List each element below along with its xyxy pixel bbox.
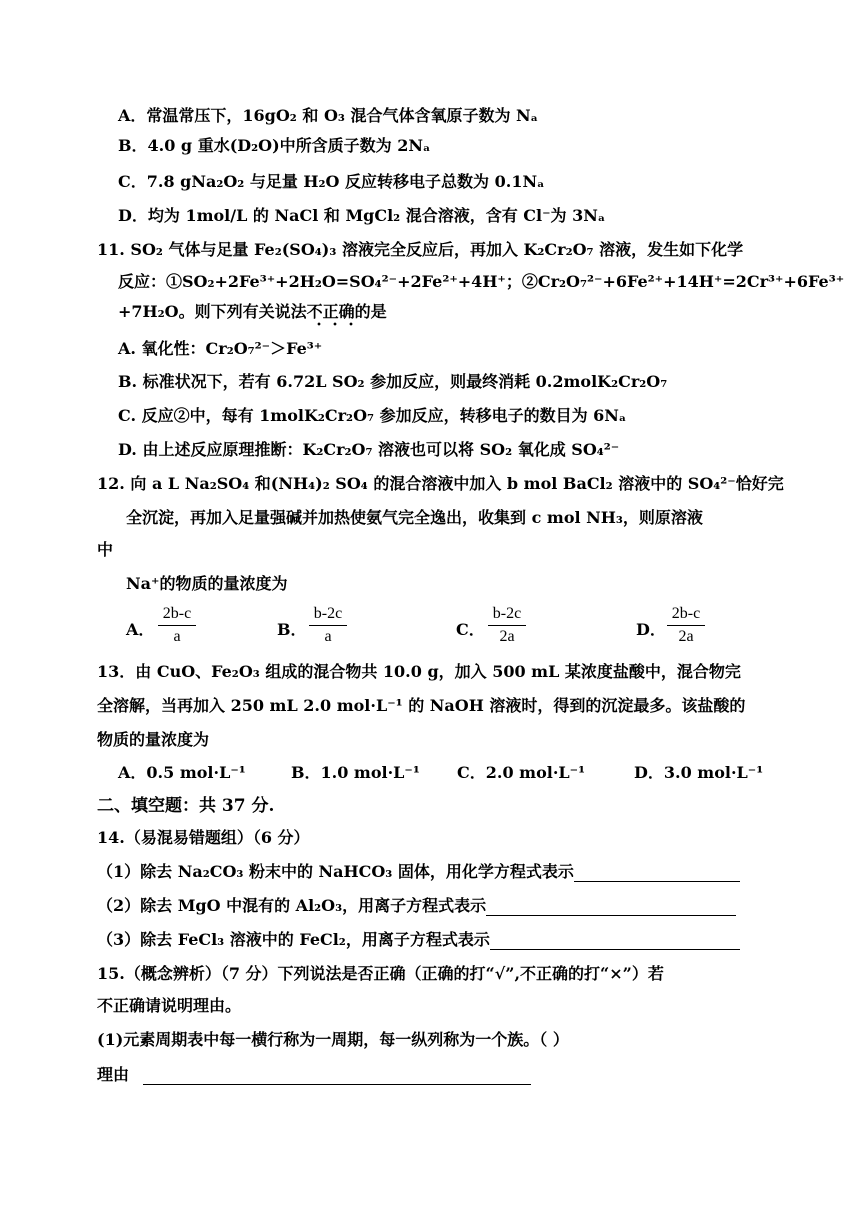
q15-reason	[97, 1065, 531, 1085]
q13-stem-line2: 全溶解，当再加入 250 mL 2.0 mol·L⁻¹ 的 NaOH 溶液时，得到的沉淀最多。该盐酸的	[97, 696, 746, 715]
q12-option-d-fraction	[667, 605, 705, 646]
q10-option-d: D．均为 1mol/L 的 NaCl 和 MgCl₂ 混合溶液，含有 Cl⁻为 3Nₐ	[118, 206, 606, 225]
fraction-denominator: 2a	[499, 628, 515, 645]
fraction-numerator: 2b-c	[158, 605, 196, 626]
q10-option-a: A．常温常压下，16gO₂ 和 O₃ 混合气体含氧原子数为 Nₐ	[118, 106, 539, 125]
q11-stem-pre: +7H₂O。则下列有关说法	[118, 302, 307, 321]
q13-option-d: D．3.0 mol·L⁻¹	[634, 763, 764, 782]
q12-option-a-label: A．	[126, 620, 155, 639]
q14-part3-answer-blank[interactable]	[490, 931, 740, 950]
q12-stem-line3: 中	[97, 540, 114, 559]
fraction-denominator: 2a	[678, 628, 694, 645]
section-heading: 二、填空题：共 37 分.	[97, 796, 275, 816]
fraction-numerator: b-2c	[488, 605, 526, 626]
q15-part1: (1)元素周期表中每一横行称为一周期，每一纵列称为一个族。（ ）	[97, 1030, 569, 1049]
q14-part3-text: （3）除去 FeCl₃ 溶液中的 FeCl₂，用离子方程式表示	[97, 930, 490, 949]
q11-option-d: D. 由上述反应原理推断：K₂Cr₂O₇ 溶液也可以将 SO₂ 氧化成 SO₄²⁻	[118, 440, 620, 459]
q11-option-c: C. 反应②中，每有 1molK₂Cr₂O₇ 参加反应，转移电子的数目为 6Nₐ	[118, 406, 627, 425]
q11-stem-line3	[118, 302, 387, 322]
q12-stem-line1: 12. 向 a L Na₂SO₄ 和(NH₄)₂ SO₄ 的混合溶液中加入 b mol BaCl₂ 溶液中的 SO₄²⁻恰好完	[97, 474, 784, 493]
q14-part3	[97, 930, 740, 950]
q11-stem-line1: 11. SO₂ 气体与足量 Fe₂(SO₄)₃ 溶液完全反应后，再加入 K₂Cr₂O₇ 溶液，发生如下化学	[97, 240, 744, 259]
q15-stem-line2: 不正确请说明理由。	[97, 996, 242, 1015]
q10-option-b: B．4.0 g 重水(D₂O)中所含质子数为 2Nₐ	[118, 136, 431, 155]
fraction-denominator: a	[324, 628, 332, 645]
q15-stem-line1: 15.（概念辨析）（7 分）下列说法是否正确（正确的打“√”,不正确的打“×”）若	[97, 964, 664, 983]
q14-title: 14.（易混易错题组）（6 分）	[97, 828, 310, 847]
q14-part1-text: （1）除去 Na₂CO₃ 粉末中的 NaHCO₃ 固体，用化学方程式表示	[97, 862, 574, 881]
q12-option-c-label: C．	[456, 620, 485, 639]
q11-option-b: B. 标准状况下，若有 6.72L SO₂ 参加反应，则最终消耗 0.2molK₂Cr₂O₇	[118, 372, 668, 391]
q13-option-b: B．1.0 mol·L⁻¹	[291, 763, 420, 782]
q13-stem-line3: 物质的量浓度为	[97, 730, 210, 749]
q11-stem-line2: 反应：①SO₂+2Fe³⁺+2H₂O=SO₄²⁻+2Fe²⁺+4H⁺；②Cr₂O₇²⁻+6Fe²⁺+14H⁺=2Cr³⁺+6Fe³⁺	[118, 272, 845, 291]
q12-option-b-label: B．	[277, 620, 307, 639]
q11-stem-post: 的是	[354, 302, 387, 321]
q11-option-a: A. 氧化性：Cr₂O₇²⁻＞Fe³⁺	[118, 339, 323, 358]
q12-option-c-fraction	[488, 605, 526, 646]
q10-option-c: C．7.8 gNa₂O₂ 与足量 H₂O 反应转移电子总数为 0.1Nₐ	[118, 172, 545, 191]
q12-stem-line4: Na⁺的物质的量浓度为	[126, 574, 288, 593]
q14-part2	[97, 896, 736, 916]
q12-stem-line2: 全沉淀，再加入足量强碱并加热使氨气完全逸出，收集到 c mol NH₃，则原溶液	[126, 508, 703, 527]
fraction-numerator: 2b-c	[667, 605, 705, 626]
q12-option-d-label: D．	[636, 620, 666, 639]
q14-part1	[97, 862, 740, 882]
q15-reason-answer-blank[interactable]	[143, 1066, 531, 1085]
q13-option-a: A．0.5 mol·L⁻¹	[118, 763, 246, 782]
fraction-denominator: a	[173, 628, 181, 645]
q14-part1-answer-blank[interactable]	[574, 863, 740, 882]
q14-part2-text: （2）除去 MgO 中混有的 Al₂O₃，用离子方程式表示	[97, 896, 487, 915]
q12-option-b-fraction	[309, 605, 347, 646]
q12-option-a-fraction	[158, 605, 196, 646]
fraction-numerator: b-2c	[309, 605, 347, 626]
q11-emphasis-not-correct: 不正确	[307, 302, 355, 327]
q13-stem-line1: 13．由 CuO、Fe₂O₃ 组成的混合物共 10.0 g，加入 500 mL 某浓度盐酸中，混合物完	[97, 662, 741, 681]
q15-reason-label: 理由	[97, 1065, 130, 1084]
q14-part2-answer-blank[interactable]	[486, 897, 736, 916]
q13-option-c: C．2.0 mol·L⁻¹	[457, 763, 586, 782]
